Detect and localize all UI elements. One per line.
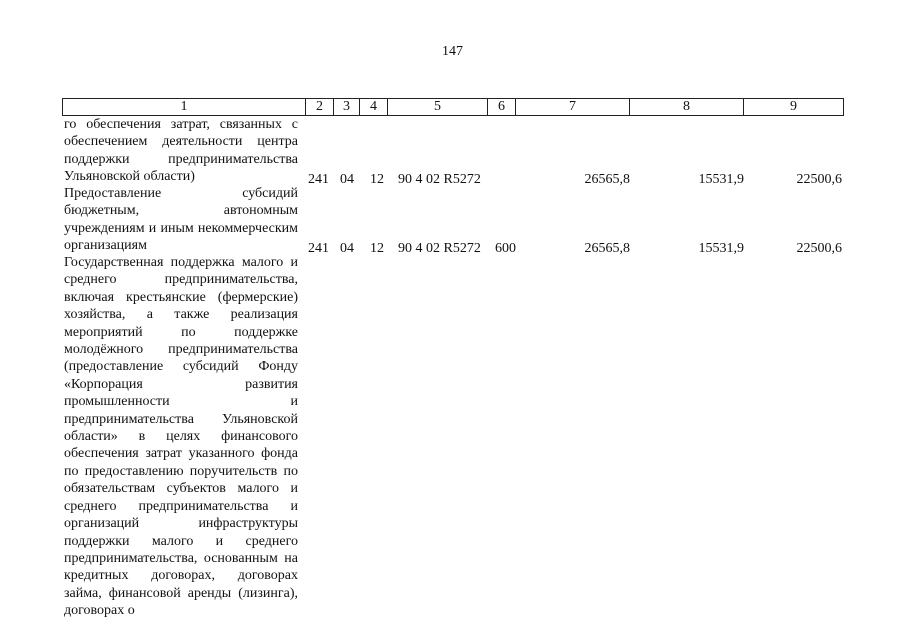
row-2-col-2: 241 (308, 241, 329, 256)
header-col-4: 4 (359, 99, 387, 115)
row-1-col-9: 22500,6 (796, 172, 842, 187)
row-1-description: го обеспечения затрат, связанных с обеспечением деятельности центра поддержки предпринимательства Ульяновской области) (64, 117, 298, 185)
header-col-3: 3 (333, 99, 359, 115)
row-1-col-8: 15531,9 (698, 172, 744, 187)
page-number: 147 (442, 44, 463, 59)
row-2-col-9: 22500,6 (796, 241, 842, 256)
header-col-6: 6 (487, 99, 515, 115)
table-header (62, 98, 844, 116)
row-1-col-3: 04 (340, 172, 354, 187)
header-col-1: 1 (180, 99, 188, 114)
row-2-description: Предоставление субсидий бюджетным, автономным учреждениям и иным некоммерческим организациям (64, 186, 298, 254)
row-3-description: Государственная поддержка малого и среднего предпринимательства, включая крестьянские (фермерские) хозяйства, а также реализация мероприятий по поддержке молодёжного предпринимательства (предоставление субсидий Фонду «Корпорация развития промышленности и предпринимательства Ульяновской области» в целях финансового обеспечения затрат указанного фонда по предоставлению поручительств по обязательствам субъектов малого и среднего предпринимательства и организаций инфраструктуры поддержки малого и среднего предпринимательства, основанным на кредитных договорах, договорах займа, финансовой аренды (лизинга), договорах о (64, 255, 298, 619)
header-col-8: 8 (629, 99, 743, 115)
row-1-col-4: 12 (370, 172, 384, 187)
header-col-7: 7 (515, 99, 629, 115)
row-1-col-5: 90 4 02 R5272 (398, 172, 481, 187)
header-col-5: 5 (387, 99, 487, 115)
row-1-col-7: 26565,8 (584, 172, 630, 187)
row-2-col-3: 04 (340, 241, 354, 256)
row-2-col-4: 12 (370, 241, 384, 256)
row-2-col-7: 26565,8 (584, 241, 630, 256)
row-1-col-2: 241 (308, 172, 329, 187)
header-col-2: 2 (305, 99, 333, 115)
row-2-col-5: 90 4 02 R5272 (398, 241, 481, 256)
row-2-col-8: 15531,9 (698, 241, 744, 256)
row-2-col-6: 600 (495, 241, 516, 256)
header-col-9: 9 (743, 99, 843, 115)
